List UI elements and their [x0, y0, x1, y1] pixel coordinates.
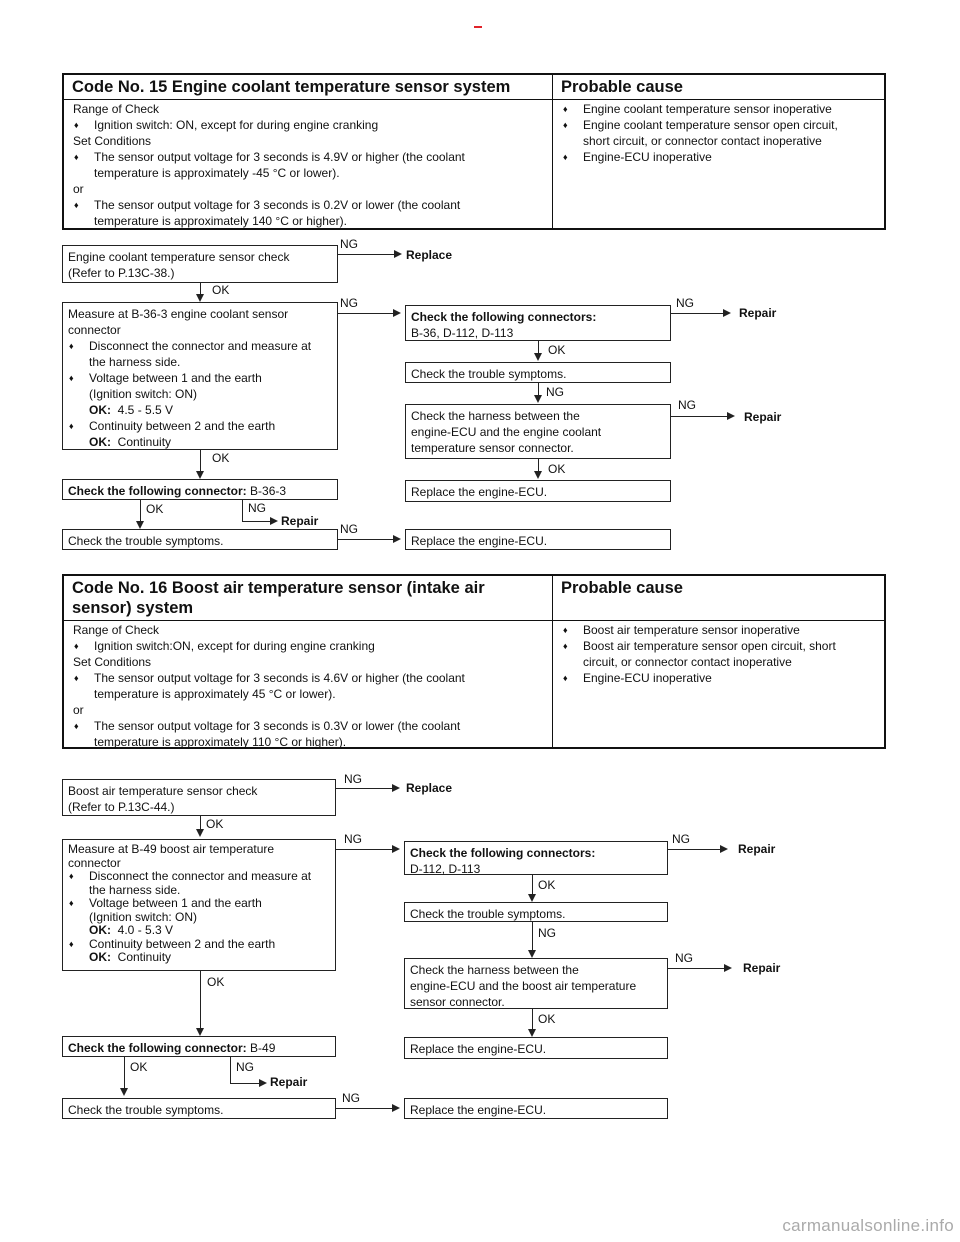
box-text: D-112, D-113	[410, 862, 481, 876]
arrow-down	[528, 1029, 536, 1037]
cause-1: ♦ Boost air temperature sensor inoperative	[562, 622, 876, 638]
ok-spec-value: Continuity	[117, 435, 172, 449]
ok-label: OK	[206, 817, 224, 831]
connector-line	[124, 1057, 125, 1089]
cause-2-cont: short circuit, or connector contact inoperative	[583, 134, 822, 148]
ok-label: OK	[548, 343, 566, 357]
ok-spec-label: OK:	[89, 403, 111, 417]
cause-2: ♦ Boost air temperature sensor open circuit, short	[562, 638, 876, 654]
replace-action: Replace	[406, 781, 453, 795]
box-text: ♦ Disconnect the connector and measure at	[68, 870, 330, 884]
connector-line	[338, 313, 393, 314]
range-item: ♦ Ignition switch: ON, except for during engine cranking	[73, 117, 544, 133]
arrow-right	[724, 964, 732, 972]
title-line: Code No. 16 Boost air temperature sensor (intake air	[72, 579, 485, 597]
box-text: Replace the engine-ECU.	[410, 1042, 547, 1056]
ng-label: NG	[248, 501, 266, 515]
condition-2-cont: temperature is approximately 140 °C or higher).	[94, 214, 347, 228]
box-text: Check the trouble symptoms.	[410, 907, 566, 921]
flow15-trouble-box-2	[62, 529, 338, 550]
repair-action: Repair	[738, 842, 776, 856]
flow15-connector-check	[62, 479, 338, 500]
flow15-measure-box	[62, 302, 338, 450]
ok-label: OK	[548, 462, 566, 476]
ng-label: NG	[340, 237, 358, 251]
top-red-mark	[474, 26, 482, 28]
ok-spec-label: OK:	[89, 950, 111, 964]
box-text: the harness side.	[89, 882, 181, 897]
box-text: Replace the engine-ECU.	[411, 485, 548, 499]
watermark: carmanualsonline.info	[782, 1216, 954, 1235]
connector-line	[671, 416, 727, 417]
condition-2-cont: temperature is approximately 110 °C or higher).	[94, 735, 347, 749]
box-text: ♦ Disconnect the connector and measure at	[68, 338, 332, 354]
condition-1-cont: temperature is approximately -45 °C or lower).	[94, 166, 340, 180]
ok-spec-value: 4.5 - 5.5 V	[117, 403, 174, 417]
flow15-replace-ecu-box-2	[405, 529, 671, 550]
cause-2-cont: circuit, or connector contact inoperative	[583, 655, 792, 669]
ng-label: NG	[538, 926, 556, 940]
ng-label: NG	[672, 832, 690, 846]
box-text: Measure at B-36-3 engine coolant sensor	[68, 307, 289, 321]
code16-conditions	[64, 621, 553, 747]
arrow-down	[528, 894, 536, 902]
ok-spec-label: OK:	[89, 435, 111, 449]
box-text: Engine coolant temperature sensor check	[68, 250, 290, 264]
flow16-connector-check	[62, 1036, 336, 1057]
connector-line	[532, 875, 533, 895]
arrow-right	[392, 784, 400, 792]
set-label: Set Conditions	[73, 134, 152, 148]
flow16-measure-box	[62, 839, 336, 971]
code16-header	[64, 576, 884, 621]
range-item: ♦ Ignition switch:ON, except for during engine cranking	[73, 638, 544, 654]
arrow-down	[528, 950, 536, 958]
box-text: connector	[68, 855, 121, 870]
repair-action: Repair	[281, 514, 319, 528]
box-text: ♦ Continuity between 2 and the earth	[68, 938, 330, 952]
box-text: Replace the engine-ECU.	[411, 534, 548, 548]
code15-header	[64, 75, 884, 100]
ok-label: OK	[538, 1012, 556, 1026]
arrow-down	[534, 395, 542, 403]
arrow-down	[196, 294, 204, 302]
repair-action: Repair	[744, 410, 782, 424]
ok-label: OK	[130, 1060, 148, 1074]
box-text: (Refer to P.13C-38.)	[68, 266, 175, 280]
code16-title	[64, 576, 553, 620]
ng-label: NG	[340, 522, 358, 536]
repair-action: Repair	[743, 961, 781, 975]
code15-body	[64, 100, 884, 228]
flow16-trouble-box	[404, 902, 668, 922]
arrow-down	[196, 829, 204, 837]
or-label: or	[73, 182, 84, 196]
ok-label: OK	[212, 451, 230, 465]
code15-conditions	[64, 100, 553, 228]
box-text: Replace the engine-ECU.	[410, 1103, 547, 1117]
flow16-connectors-box	[404, 841, 668, 875]
box-text: ♦ Voltage between 1 and the earth	[68, 897, 330, 911]
arrow-down	[534, 471, 542, 479]
arrow-down	[534, 353, 542, 361]
flow15-trouble-box	[405, 362, 671, 383]
ng-label: NG	[342, 1091, 360, 1105]
box-text: Check the following connectors:	[411, 310, 597, 324]
ok-label: OK	[207, 975, 225, 989]
ng-label: NG	[344, 832, 362, 846]
condition-1-cont: temperature is approximately 45 °C or lower).	[94, 687, 336, 701]
box-text: (Refer to P.13C-44.)	[68, 800, 175, 814]
connector-line	[338, 539, 393, 540]
box-text: engine-ECU and the boost air temperature	[410, 979, 637, 993]
code16-causes	[553, 621, 884, 747]
flow15-sensor-check	[62, 245, 338, 283]
box-text: Check the harness between the	[411, 409, 580, 423]
arrow-down	[196, 471, 204, 479]
connector-line	[668, 849, 720, 850]
condition-2: ♦ The sensor output voltage for 3 seconds is 0.3V or lower (the coolant	[73, 718, 544, 734]
code16-cause-title: Probable cause	[561, 579, 683, 597]
code15-cause-title: Probable cause	[561, 78, 683, 96]
box-text: the harness side.	[89, 355, 181, 369]
code16-table	[62, 574, 886, 749]
range-label: Range of Check	[73, 102, 160, 116]
arrow-right	[723, 309, 731, 317]
box-text: Check the harness between the	[410, 963, 579, 977]
connector-line	[336, 1108, 392, 1109]
connector-line	[200, 816, 201, 830]
ng-label: NG	[676, 296, 694, 310]
replace-action: Replace	[406, 248, 453, 262]
box-text: Measure at B-49 boost air temperature	[68, 842, 275, 856]
box-text: Check the following connector:	[68, 484, 247, 498]
box-text: Check the trouble symptoms.	[68, 1103, 224, 1117]
ok-label: OK	[538, 878, 556, 892]
box-text: ♦ Voltage between 1 and the earth	[68, 370, 332, 386]
cause-2: ♦ Engine coolant temperature sensor open circuit,	[562, 117, 876, 133]
flow16-sensor-check	[62, 779, 336, 816]
connector-line	[242, 500, 243, 522]
flow16-trouble-box-2	[62, 1098, 336, 1119]
flow15-connectors-box	[405, 305, 671, 341]
ok-label: OK	[212, 283, 230, 297]
ng-label: NG	[546, 385, 564, 399]
box-text: Check the following connectors:	[410, 846, 596, 860]
box-text: Check the trouble symptoms.	[411, 367, 567, 381]
box-text: engine-ECU and the engine coolant	[411, 425, 602, 439]
flow16-harness-box	[404, 958, 668, 1009]
box-text: ♦ Continuity between 2 and the earth	[68, 418, 332, 434]
connector-line	[230, 1057, 231, 1084]
box-text: (Ignition switch: ON)	[89, 387, 198, 401]
ng-label: NG	[236, 1060, 254, 1074]
cause-3: ♦ Engine-ECU inoperative	[562, 670, 876, 686]
arrow-right	[259, 1079, 267, 1087]
or-label: or	[73, 703, 84, 717]
arrow-right	[727, 412, 735, 420]
connector-line	[532, 1009, 533, 1030]
code16-body	[64, 621, 884, 747]
arrow-right	[392, 845, 400, 853]
connector-line	[336, 849, 392, 850]
connector-line	[671, 313, 723, 314]
condition-2: ♦ The sensor output voltage for 3 seconds is 0.2V or lower (the coolant	[73, 197, 544, 213]
repair-action: Repair	[739, 306, 777, 320]
cause-3: ♦ Engine-ECU inoperative	[562, 149, 876, 165]
connector-line	[668, 968, 724, 969]
arrow-down	[196, 1028, 204, 1036]
title-line: sensor) system	[72, 599, 194, 617]
flow16-replace-ecu-box	[404, 1037, 668, 1059]
ng-label: NG	[678, 398, 696, 412]
cause-1: ♦ Engine coolant temperature sensor inoperative	[562, 101, 876, 117]
ng-label: NG	[344, 772, 362, 786]
arrow-right	[393, 535, 401, 543]
ok-spec-value: Continuity	[117, 950, 172, 964]
box-text: connector	[68, 323, 121, 337]
range-label: Range of Check	[73, 623, 160, 637]
condition-1: ♦ The sensor output voltage for 3 seconds is 4.6V or higher (the coolant	[73, 670, 544, 686]
connector-line	[200, 450, 201, 472]
connector-line	[230, 1083, 259, 1084]
code15-table	[62, 73, 886, 230]
box-text: Check the following connector:	[68, 1041, 247, 1055]
box-text: Boost air temperature sensor check	[68, 784, 258, 798]
arrow-right	[394, 250, 402, 258]
connector-line	[242, 521, 270, 522]
code15-title: Code No. 15 Engine coolant temperature sensor system	[64, 75, 553, 99]
connector-line	[338, 254, 394, 255]
connector-line	[140, 500, 141, 522]
repair-action: Repair	[270, 1075, 308, 1089]
condition-1: ♦ The sensor output voltage for 3 seconds is 4.9V or higher (the coolant	[73, 149, 544, 165]
flow15-replace-ecu-box	[405, 480, 671, 502]
flow15-harness-box	[405, 404, 671, 459]
set-label: Set Conditions	[73, 655, 152, 669]
arrow-down	[136, 521, 144, 529]
arrow-down	[120, 1088, 128, 1096]
code15-causes	[553, 100, 884, 228]
arrow-right	[270, 517, 278, 525]
arrow-right	[720, 845, 728, 853]
connector-line	[200, 971, 201, 1029]
arrow-right	[393, 309, 401, 317]
box-text: sensor connector.	[410, 995, 505, 1009]
flow16-replace-ecu-box-2	[404, 1098, 668, 1119]
box-text: B-49	[250, 1041, 276, 1055]
arrow-right	[392, 1104, 400, 1112]
box-text: B-36-3	[250, 484, 287, 498]
box-text: temperature sensor connector.	[411, 441, 574, 455]
ng-label: NG	[340, 296, 358, 310]
connector-line	[336, 788, 392, 789]
box-text: B-36, D-112, D-113	[411, 326, 514, 340]
connector-line	[532, 922, 533, 951]
ok-spec-label: OK:	[89, 923, 111, 937]
ng-label: NG	[675, 951, 693, 965]
box-text: (Ignition switch: ON)	[89, 909, 198, 924]
ok-spec-value: 4.0 - 5.3 V	[117, 923, 174, 937]
ok-label: OK	[146, 502, 164, 516]
box-text: Check the trouble symptoms.	[68, 534, 224, 548]
